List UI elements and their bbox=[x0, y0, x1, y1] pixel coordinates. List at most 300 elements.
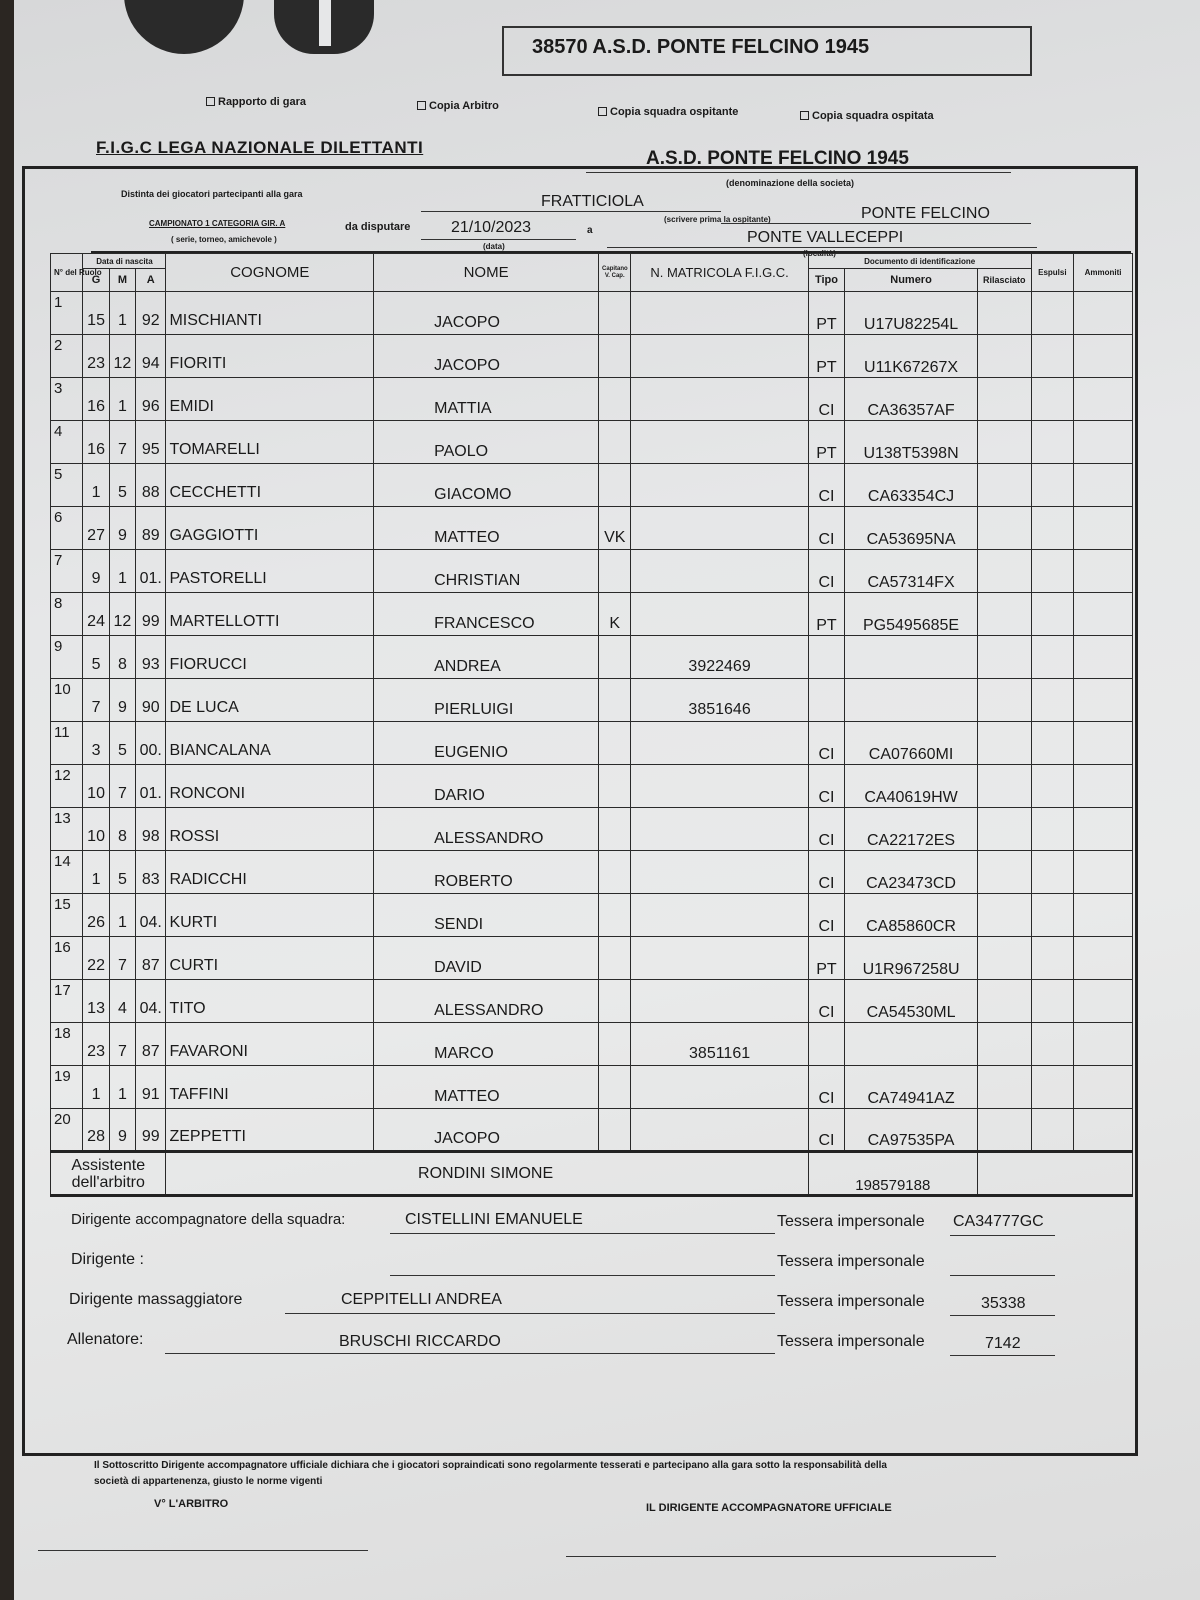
cell-ammoniti bbox=[1074, 1023, 1133, 1066]
col-espulsi-header: Espulsi bbox=[1031, 254, 1074, 292]
table-row bbox=[51, 980, 1133, 1023]
document-page bbox=[14, 0, 1200, 1600]
cell-month: 7 bbox=[109, 937, 135, 980]
cell-year: 83 bbox=[136, 851, 166, 894]
cell-capitano bbox=[599, 894, 631, 937]
cell-num: 12 bbox=[51, 765, 83, 808]
cell-cognome: FAVARONI bbox=[166, 1023, 374, 1066]
cell-year: 91 bbox=[136, 1066, 166, 1109]
cell-capitano bbox=[599, 378, 631, 421]
cell-num: 14 bbox=[51, 851, 83, 894]
checkbox-icon bbox=[206, 97, 215, 106]
assistant-row bbox=[51, 1152, 1133, 1196]
cell-year: 90 bbox=[136, 679, 166, 722]
cell-doc-numero: CA63354CJ bbox=[845, 464, 978, 507]
cell-doc-numero: U17U82254L bbox=[845, 292, 978, 335]
cell-doc-tipo: CI bbox=[808, 980, 844, 1023]
massaggiatore-tessera: 35338 bbox=[981, 1295, 1026, 1312]
cell-num: 18 bbox=[51, 1023, 83, 1066]
cell-capitano bbox=[599, 335, 631, 378]
cell-year: 04. bbox=[136, 894, 166, 937]
table-row bbox=[51, 765, 1133, 808]
distinta-label: Distinta dei giocatori partecipanti alla gara bbox=[121, 189, 303, 199]
cell-capitano bbox=[599, 851, 631, 894]
divider bbox=[950, 1275, 1055, 1276]
cell-ammoniti bbox=[1074, 421, 1133, 464]
cell-capitano bbox=[599, 421, 631, 464]
a-label: a bbox=[587, 225, 593, 236]
cell-doc-numero: U138T5398N bbox=[845, 421, 978, 464]
cell-doc-tipo bbox=[808, 679, 844, 722]
divider bbox=[607, 247, 1037, 248]
cell-doc-tipo bbox=[808, 636, 844, 679]
divider bbox=[165, 1353, 775, 1354]
cell-num: 10 bbox=[51, 679, 83, 722]
player-rows bbox=[51, 292, 1133, 1152]
cell-day: 9 bbox=[83, 550, 109, 593]
cell-month: 9 bbox=[109, 1109, 135, 1152]
cell-ammoniti bbox=[1074, 335, 1133, 378]
cell-capitano bbox=[599, 1066, 631, 1109]
cell-rilasciato bbox=[977, 765, 1031, 808]
cell-day: 1 bbox=[83, 1066, 109, 1109]
match-location: PONTE VALLECEPPI bbox=[747, 229, 904, 246]
col-cognome-header: COGNOME bbox=[166, 254, 374, 292]
cell-nome: PAOLO bbox=[374, 421, 599, 464]
cell-nome: DARIO bbox=[374, 765, 599, 808]
cell-rilasciato bbox=[977, 292, 1031, 335]
cell-cognome: EMIDI bbox=[166, 378, 374, 421]
cell-capitano bbox=[599, 937, 631, 980]
cell-matricola bbox=[631, 550, 808, 593]
cell-cognome: RADICCHI bbox=[166, 851, 374, 894]
cell-ammoniti bbox=[1074, 593, 1133, 636]
cell-num: 11 bbox=[51, 722, 83, 765]
copy-option-ospitante[interactable] bbox=[598, 106, 738, 118]
cell-doc-numero: CA40619HW bbox=[845, 765, 978, 808]
player-list-form bbox=[22, 166, 1138, 1456]
cell-year: 94 bbox=[136, 335, 166, 378]
cell-rilasciato bbox=[977, 636, 1031, 679]
table-row bbox=[51, 378, 1133, 421]
col-capitano-header: Capitano V. Cap. bbox=[599, 254, 631, 292]
cell-day: 27 bbox=[83, 507, 109, 550]
cell-num: 1 bbox=[51, 292, 83, 335]
cell-rilasciato bbox=[977, 335, 1031, 378]
col-tipo-header: Tipo bbox=[808, 269, 844, 292]
dirigente-name: CISTELLINI EMANUELE bbox=[405, 1211, 583, 1228]
cell-num: 17 bbox=[51, 980, 83, 1023]
cell-year: 96 bbox=[136, 378, 166, 421]
cell-matricola bbox=[631, 980, 808, 1023]
cell-espulsi bbox=[1031, 765, 1074, 808]
cell-capitano: VK bbox=[599, 507, 631, 550]
cell-rilasciato bbox=[977, 679, 1031, 722]
cell-cognome: TITO bbox=[166, 980, 374, 1023]
cell-espulsi bbox=[1031, 421, 1074, 464]
cell-cognome: FIORITI bbox=[166, 335, 374, 378]
cell-month: 7 bbox=[109, 421, 135, 464]
cell-espulsi bbox=[1031, 980, 1074, 1023]
cell-day: 10 bbox=[83, 765, 109, 808]
cell-rilasciato bbox=[977, 593, 1031, 636]
cell-day: 23 bbox=[83, 1023, 109, 1066]
cell-capitano: K bbox=[599, 593, 631, 636]
table-row bbox=[51, 421, 1133, 464]
cell-espulsi bbox=[1031, 1109, 1074, 1152]
cell-doc-numero: PG5495685E bbox=[845, 593, 978, 636]
cell-capitano bbox=[599, 808, 631, 851]
cell-doc-numero: CA23473CD bbox=[845, 851, 978, 894]
cell-espulsi bbox=[1031, 808, 1074, 851]
divider bbox=[950, 1315, 1055, 1316]
cell-ammoniti bbox=[1074, 679, 1133, 722]
cell-ammoniti bbox=[1074, 464, 1133, 507]
cell-espulsi bbox=[1031, 851, 1074, 894]
cell-month: 8 bbox=[109, 636, 135, 679]
cell-doc-tipo: CI bbox=[808, 464, 844, 507]
cell-ammoniti bbox=[1074, 808, 1133, 851]
cell-rilasciato bbox=[977, 894, 1031, 937]
cell-ammoniti bbox=[1074, 292, 1133, 335]
cell-ammoniti bbox=[1074, 851, 1133, 894]
copy-label: Copia Arbitro bbox=[429, 100, 499, 112]
cell-nome: PIERLUIGI bbox=[374, 679, 599, 722]
cell-day: 3 bbox=[83, 722, 109, 765]
massaggiatore-tessera-label: Tessera impersonale bbox=[777, 1293, 925, 1310]
cell-month: 12 bbox=[109, 335, 135, 378]
table-row bbox=[51, 851, 1133, 894]
cell-matricola bbox=[631, 1109, 808, 1152]
cell-num: 19 bbox=[51, 1066, 83, 1109]
cell-doc-tipo: CI bbox=[808, 378, 844, 421]
cell-num: 4 bbox=[51, 421, 83, 464]
cell-nome: JACOPO bbox=[374, 1109, 599, 1152]
cell-rilasciato bbox=[977, 1109, 1031, 1152]
cell-matricola bbox=[631, 421, 808, 464]
assistant-name: RONDINI SIMONE bbox=[166, 1152, 808, 1196]
cell-month: 1 bbox=[109, 1066, 135, 1109]
cell-ammoniti bbox=[1074, 937, 1133, 980]
cell-year: 99 bbox=[136, 593, 166, 636]
allenatore-tessera-label: Tessera impersonale bbox=[777, 1333, 925, 1350]
cell-nome: JACOPO bbox=[374, 292, 599, 335]
cell-rilasciato bbox=[977, 1023, 1031, 1066]
divider bbox=[421, 239, 576, 240]
checkbox-icon bbox=[598, 107, 607, 116]
col-documento-header: Documento di identificazione bbox=[808, 254, 1031, 269]
cell-cognome: PASTORELLI bbox=[166, 550, 374, 593]
cell-year: 88 bbox=[136, 464, 166, 507]
cell-day: 7 bbox=[83, 679, 109, 722]
cell-cognome: TOMARELLI bbox=[166, 421, 374, 464]
cell-matricola bbox=[631, 507, 808, 550]
divider bbox=[285, 1313, 775, 1314]
cell-doc-tipo bbox=[808, 1023, 844, 1066]
date-caption: (data) bbox=[483, 242, 505, 251]
cell-nome: CHRISTIAN bbox=[374, 550, 599, 593]
cell-matricola: 3851161 bbox=[631, 1023, 808, 1066]
cell-matricola bbox=[631, 894, 808, 937]
cell-rilasciato bbox=[977, 980, 1031, 1023]
cell-day: 28 bbox=[83, 1109, 109, 1152]
cell-capitano bbox=[599, 1023, 631, 1066]
copy-label: Copia squadra ospitata bbox=[812, 110, 934, 122]
cell-num: 7 bbox=[51, 550, 83, 593]
cell-year: 95 bbox=[136, 421, 166, 464]
cell-doc-tipo: PT bbox=[808, 593, 844, 636]
table-row bbox=[51, 1109, 1133, 1152]
cell-doc-numero bbox=[845, 636, 978, 679]
cell-day: 10 bbox=[83, 808, 109, 851]
divider bbox=[390, 1275, 775, 1276]
cell-cognome: TAFFINI bbox=[166, 1066, 374, 1109]
figc-logo bbox=[274, 0, 374, 54]
cell-month: 8 bbox=[109, 808, 135, 851]
cell-year: 04. bbox=[136, 980, 166, 1023]
cell-espulsi bbox=[1031, 679, 1074, 722]
cell-cognome: MISCHIANTI bbox=[166, 292, 374, 335]
cell-year: 01. bbox=[136, 765, 166, 808]
copy-option-ospitata[interactable] bbox=[800, 110, 934, 122]
cell-espulsi bbox=[1031, 507, 1074, 550]
cell-matricola bbox=[631, 722, 808, 765]
cell-rilasciato bbox=[977, 1066, 1031, 1109]
col-numero-header: Numero bbox=[845, 269, 978, 292]
home-caption: (scrivere prima la ospitante) bbox=[664, 215, 771, 224]
cell-doc-numero: CA36357AF bbox=[845, 378, 978, 421]
col-ammoniti-header: Ammoniti bbox=[1074, 254, 1133, 292]
cell-num: 13 bbox=[51, 808, 83, 851]
players-table bbox=[50, 253, 1133, 1197]
assistant-empty bbox=[977, 1152, 1132, 1196]
cell-capitano bbox=[599, 722, 631, 765]
cell-num: 8 bbox=[51, 593, 83, 636]
cell-rilasciato bbox=[977, 937, 1031, 980]
table-row bbox=[51, 1066, 1133, 1109]
cell-day: 1 bbox=[83, 464, 109, 507]
cell-cognome: DE LUCA bbox=[166, 679, 374, 722]
cell-month: 1 bbox=[109, 550, 135, 593]
cell-doc-numero: CA85860CR bbox=[845, 894, 978, 937]
cell-doc-tipo: PT bbox=[808, 937, 844, 980]
cell-espulsi bbox=[1031, 1023, 1074, 1066]
assistant-number: 198579188 bbox=[808, 1152, 977, 1196]
cell-nome: MARCO bbox=[374, 1023, 599, 1066]
cell-num: 9 bbox=[51, 636, 83, 679]
arbitro-signature-label: V° L'ARBITRO bbox=[154, 1498, 229, 1510]
cell-nome: JACOPO bbox=[374, 335, 599, 378]
cell-year: 92 bbox=[136, 292, 166, 335]
cell-rilasciato bbox=[977, 808, 1031, 851]
table-row bbox=[51, 1023, 1133, 1066]
col-m-header: M bbox=[109, 269, 135, 292]
arbitro-signature-line bbox=[38, 1550, 368, 1551]
cell-month: 7 bbox=[109, 1023, 135, 1066]
divider bbox=[421, 211, 721, 212]
cell-capitano bbox=[599, 679, 631, 722]
cell-espulsi bbox=[1031, 937, 1074, 980]
cell-ammoniti bbox=[1074, 507, 1133, 550]
cell-rilasciato bbox=[977, 851, 1031, 894]
cell-cognome: BIANCALANA bbox=[166, 722, 374, 765]
cell-nome: SENDI bbox=[374, 894, 599, 937]
cell-espulsi bbox=[1031, 894, 1074, 937]
cell-year: 01. bbox=[136, 550, 166, 593]
cell-doc-numero bbox=[845, 1023, 978, 1066]
dirigente-signature-label: IL DIRIGENTE ACCOMPAGNATORE UFFICIALE bbox=[646, 1502, 892, 1514]
match-header bbox=[91, 169, 1131, 258]
cell-matricola bbox=[631, 1066, 808, 1109]
cell-capitano bbox=[599, 636, 631, 679]
cell-doc-numero: U11K67267X bbox=[845, 335, 978, 378]
cell-matricola bbox=[631, 464, 808, 507]
lega-title: F.I.G.C LEGA NAZIONALE DILETTANTI bbox=[96, 138, 424, 157]
cell-doc-tipo: CI bbox=[808, 808, 844, 851]
cell-cognome: ROSSI bbox=[166, 808, 374, 851]
cell-day: 15 bbox=[83, 292, 109, 335]
society-caption: (denominazione della societa) bbox=[726, 178, 855, 188]
cell-doc-tipo: CI bbox=[808, 507, 844, 550]
cell-doc-numero: CA57314FX bbox=[845, 550, 978, 593]
cell-month: 9 bbox=[109, 507, 135, 550]
col-nome-header: NOME bbox=[374, 254, 599, 292]
table-row bbox=[51, 808, 1133, 851]
cell-cognome: KURTI bbox=[166, 894, 374, 937]
table-row bbox=[51, 636, 1133, 679]
cell-matricola bbox=[631, 335, 808, 378]
cell-num: 5 bbox=[51, 464, 83, 507]
cell-doc-numero: CA53695NA bbox=[845, 507, 978, 550]
copy-label: Copia squadra ospitante bbox=[610, 106, 739, 118]
table-row bbox=[51, 722, 1133, 765]
cell-matricola bbox=[631, 593, 808, 636]
cell-matricola: 3851646 bbox=[631, 679, 808, 722]
cell-rilasciato bbox=[977, 464, 1031, 507]
cell-matricola bbox=[631, 937, 808, 980]
dirigente-tessera-label: Tessera impersonale bbox=[777, 1213, 925, 1230]
table-row bbox=[51, 335, 1133, 378]
cell-month: 5 bbox=[109, 464, 135, 507]
cell-ammoniti bbox=[1074, 636, 1133, 679]
cell-matricola bbox=[631, 292, 808, 335]
col-num-header: N° del Ruolo bbox=[51, 254, 83, 292]
location-caption: (località) bbox=[803, 249, 836, 258]
cell-rilasciato bbox=[977, 507, 1031, 550]
cell-day: 1 bbox=[83, 851, 109, 894]
cell-doc-numero: CA74941AZ bbox=[845, 1066, 978, 1109]
cell-rilasciato bbox=[977, 378, 1031, 421]
dirigente-signature-line bbox=[566, 1556, 996, 1557]
cell-nome: GIACOMO bbox=[374, 464, 599, 507]
cell-ammoniti bbox=[1074, 765, 1133, 808]
col-a-header: A bbox=[136, 269, 166, 292]
col-g-header: G bbox=[83, 269, 109, 292]
cell-day: 26 bbox=[83, 894, 109, 937]
cell-day: 24 bbox=[83, 593, 109, 636]
checkbox-icon bbox=[417, 101, 426, 110]
massaggiatore-name: CEPPITELLI ANDREA bbox=[341, 1291, 502, 1308]
col-matricola-header: N. MATRICOLA F.I.G.C. bbox=[631, 254, 808, 292]
cell-ammoniti bbox=[1074, 550, 1133, 593]
cell-capitano bbox=[599, 464, 631, 507]
cell-doc-tipo: CI bbox=[808, 851, 844, 894]
cell-cognome: GAGGIOTTI bbox=[166, 507, 374, 550]
cell-day: 13 bbox=[83, 980, 109, 1023]
cell-matricola bbox=[631, 378, 808, 421]
cell-doc-tipo: CI bbox=[808, 722, 844, 765]
cell-capitano bbox=[599, 980, 631, 1023]
cell-espulsi bbox=[1031, 378, 1074, 421]
table-row bbox=[51, 937, 1133, 980]
cell-month: 1 bbox=[109, 378, 135, 421]
copy-option-arbitro[interactable] bbox=[417, 100, 499, 112]
lnd-logo bbox=[124, 0, 244, 54]
cell-ammoniti bbox=[1074, 722, 1133, 765]
cell-num: 15 bbox=[51, 894, 83, 937]
cell-doc-tipo: CI bbox=[808, 894, 844, 937]
table-header-row bbox=[51, 254, 1133, 269]
cell-doc-tipo: PT bbox=[808, 292, 844, 335]
cell-year: 00. bbox=[136, 722, 166, 765]
cell-espulsi bbox=[1031, 593, 1074, 636]
cell-nome: MATTEO bbox=[374, 507, 599, 550]
cell-cognome: FIORUCCI bbox=[166, 636, 374, 679]
cell-month: 7 bbox=[109, 765, 135, 808]
cell-espulsi bbox=[1031, 636, 1074, 679]
allenatore-name: BRUSCHI RICCARDO bbox=[339, 1333, 501, 1350]
table-row bbox=[51, 507, 1133, 550]
checkbox-icon bbox=[800, 111, 809, 120]
table-row bbox=[51, 550, 1133, 593]
dirigente2-tessera-label: Tessera impersonale bbox=[777, 1253, 925, 1270]
cell-month: 4 bbox=[109, 980, 135, 1023]
cell-year: 87 bbox=[136, 937, 166, 980]
cell-rilasciato bbox=[977, 421, 1031, 464]
cell-num: 20 bbox=[51, 1109, 83, 1152]
cell-doc-numero bbox=[845, 679, 978, 722]
cell-doc-tipo: CI bbox=[808, 1109, 844, 1152]
dirigente-tessera: CA34777GC bbox=[953, 1213, 1044, 1230]
cell-num: 3 bbox=[51, 378, 83, 421]
cell-matricola bbox=[631, 851, 808, 894]
copy-option-rapporto[interactable] bbox=[206, 96, 306, 108]
cell-capitano bbox=[599, 765, 631, 808]
cell-capitano bbox=[599, 292, 631, 335]
cell-nome: ALESSANDRO bbox=[374, 808, 599, 851]
cell-ammoniti bbox=[1074, 1109, 1133, 1152]
cell-cognome: MARTELLOTTI bbox=[166, 593, 374, 636]
cell-cognome: RONCONI bbox=[166, 765, 374, 808]
cell-num: 16 bbox=[51, 937, 83, 980]
cell-nome: EUGENIO bbox=[374, 722, 599, 765]
dirigente2-label: Dirigente : bbox=[71, 1251, 144, 1268]
cell-doc-tipo: PT bbox=[808, 335, 844, 378]
cell-ammoniti bbox=[1074, 980, 1133, 1023]
cell-doc-numero: CA07660MI bbox=[845, 722, 978, 765]
home-team: FRATTICIOLA bbox=[541, 193, 644, 210]
dirigente-label: Dirigente accompagnatore della squadra: bbox=[71, 1211, 346, 1228]
cell-day: 22 bbox=[83, 937, 109, 980]
assistant-section bbox=[51, 1152, 1133, 1196]
cell-matricola bbox=[631, 765, 808, 808]
cell-cognome: CECCHETTI bbox=[166, 464, 374, 507]
table-row bbox=[51, 679, 1133, 722]
cell-doc-numero: CA54530ML bbox=[845, 980, 978, 1023]
table-row bbox=[51, 894, 1133, 937]
cell-espulsi bbox=[1031, 464, 1074, 507]
cell-espulsi bbox=[1031, 722, 1074, 765]
